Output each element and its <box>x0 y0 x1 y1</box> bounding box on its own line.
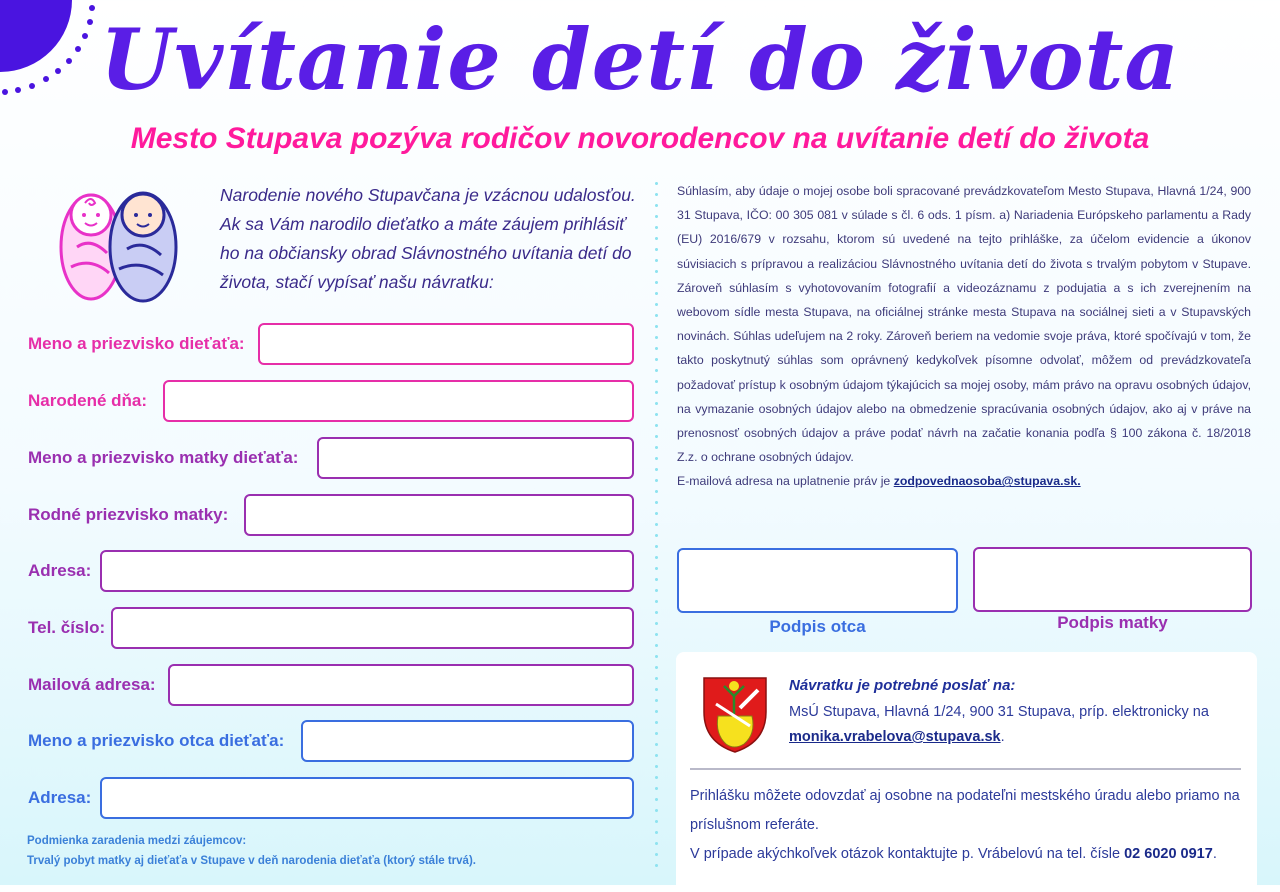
send-title: Návratku je potrebné poslať na: <box>789 677 1016 694</box>
mother-signature-label: Podpis matky <box>1057 613 1168 632</box>
intro-text: Narodenie nového Stupavčana je vzácnou udalosťou. Ak sa Vám narodilo dieťatko a máte záujem prihlásiť ho na občiansky obrad Slávnostného uvítania detí do života, stačí vypísať našu návratku: <box>220 185 636 292</box>
phone-label: Tel. číslo: <box>28 618 106 637</box>
consent-email-link[interactable]: zodpovednaosoba@stupava.sk. <box>893 474 1081 489</box>
consent-text-block <box>677 179 1251 494</box>
mother-signature-box[interactable] <box>973 547 1252 612</box>
father-signature-box[interactable] <box>677 548 958 613</box>
condition-text: Trvalý pobyt matky aj dieťaťa v Stupave v deň narodenia dieťaťa (ktorý stále trvá). <box>27 855 476 867</box>
father-signature-label: Podpis otca <box>769 617 866 636</box>
form-row-father-name <box>28 718 634 764</box>
phone-field[interactable] <box>111 607 634 649</box>
father-name-label: Meno a priezvisko otca dieťaťa: <box>28 731 285 750</box>
father-address-field[interactable] <box>100 777 634 819</box>
birth-date-label: Narodené dňa: <box>28 391 148 410</box>
form-row-father-address <box>28 775 634 821</box>
page-title: Uvítanie detí do života <box>100 10 1180 109</box>
birth-date-field[interactable] <box>163 380 634 422</box>
send-email-link[interactable]: monika.vrabelova@stupava.sk <box>789 729 1001 745</box>
contact-phone[interactable]: 02 6020 0917 <box>1124 846 1213 862</box>
consent-email-prefix: E-mailová adresa na uplatnenie práv je <box>677 474 894 489</box>
dotted-divider <box>655 178 658 868</box>
stupava-coat-of-arms <box>700 674 770 754</box>
mother-name-label: Meno a priezvisko matky dieťaťa: <box>28 448 299 467</box>
email-label: Mailová adresa: <box>28 675 156 694</box>
child-name-label: Meno a priezvisko dieťaťa: <box>28 334 245 353</box>
father-address-label: Adresa: <box>28 788 92 807</box>
father-name-field[interactable] <box>301 720 634 762</box>
consent-text: Súhlasím, aby údaje o mojej osobe boli spracované prevádzkovateľom Mesto Stupava, Hlavná 1/24, 900 31 Stupava, IČO: 00 305 081 v súlade s čl. 6 ods. 1 písm. a) Nariadenia Európskeho parlamentu a Rady (EU) 2016/679 v rozsahu, ktorom sú uvedené na tejto prihláške, za účelom evidencie a úkonov súvisiacich s prípravou a realizáciou Slávnostného uvítania detí do života s trvalým pobytom v Stupave. Zároveň súhlasím s vyhotovovaním fotografií a videozáznamu z podujatia a s ich zverejnením na webovom sídle mesta Stupava, na oficiálnej stránke mesta Stupava na sociálnej sieti a v Stupavských novinách. Súhlas udeľujem na 2 roky. Zároveň beriem na vedomie svoje práva, ktoré spočívajú v tom, že takto poskytnutý súhlas som oprávnený kedykoľvek písomne odvolať, môžem od prevádzkovateľa požadovať prístup k osobným údajom týkajúcich sa mojej osoby, mám právo na opravu osobných údajov, na vymazanie osobných údajov alebo na obmedzenie spracúvania osobných údajov, ako aj v práve na prenosnosť osobných údajov a práve podať návrh na začatie konania podľa § 100 zákona č. 18/2018 Z.z. o ochrane osobných údajov. <box>677 184 1251 465</box>
condition-note <box>27 831 476 871</box>
address-label: Adresa: <box>28 561 92 580</box>
return-info-panel <box>676 652 1257 892</box>
form-row-mother-maiden-name <box>28 492 634 538</box>
note-in-person: Prihlášku môžete odovzdať aj osobne na podateľni mestského úradu alebo priamo na príslušnom referáte. <box>690 788 1240 833</box>
send-address <box>789 700 1242 750</box>
note-contact-text: V prípade akýchkoľvek otázok kontaktujte p. Vrábelovú na tel. čísle <box>690 846 1125 862</box>
page-subtitle: Mesto Stupava pozýva rodičov novorodencov na uvítanie detí do života <box>130 122 1150 155</box>
form-row-child-name <box>28 321 634 367</box>
form-row-phone <box>28 605 634 651</box>
note-contact <box>690 840 1250 869</box>
mother-maiden-name-field[interactable] <box>244 494 634 536</box>
send-email-suffix: . <box>1000 729 1005 745</box>
note-contact-suffix: . <box>1212 846 1217 862</box>
babies-illustration <box>55 185 185 305</box>
child-name-field[interactable] <box>258 323 634 365</box>
form-row-email <box>28 662 634 708</box>
send-address-text: MsÚ Stupava, Hlavná 1/24, 900 31 Stupava, príp. elektronicky na <box>789 704 1209 720</box>
form-row-birth-date <box>28 378 634 424</box>
form-row-mother-name <box>28 435 634 481</box>
address-field[interactable] <box>100 550 634 592</box>
condition-title: Podmienka zaradenia medzi záujemcov: <box>27 835 247 847</box>
panel-divider <box>690 768 1241 770</box>
email-field[interactable] <box>168 664 634 706</box>
form-row-address <box>28 548 634 594</box>
panel-notes <box>690 782 1250 869</box>
consent-email-line <box>677 469 1251 493</box>
mother-name-field[interactable] <box>317 437 634 479</box>
mother-maiden-name-label: Rodné priezvisko matky: <box>28 505 229 524</box>
